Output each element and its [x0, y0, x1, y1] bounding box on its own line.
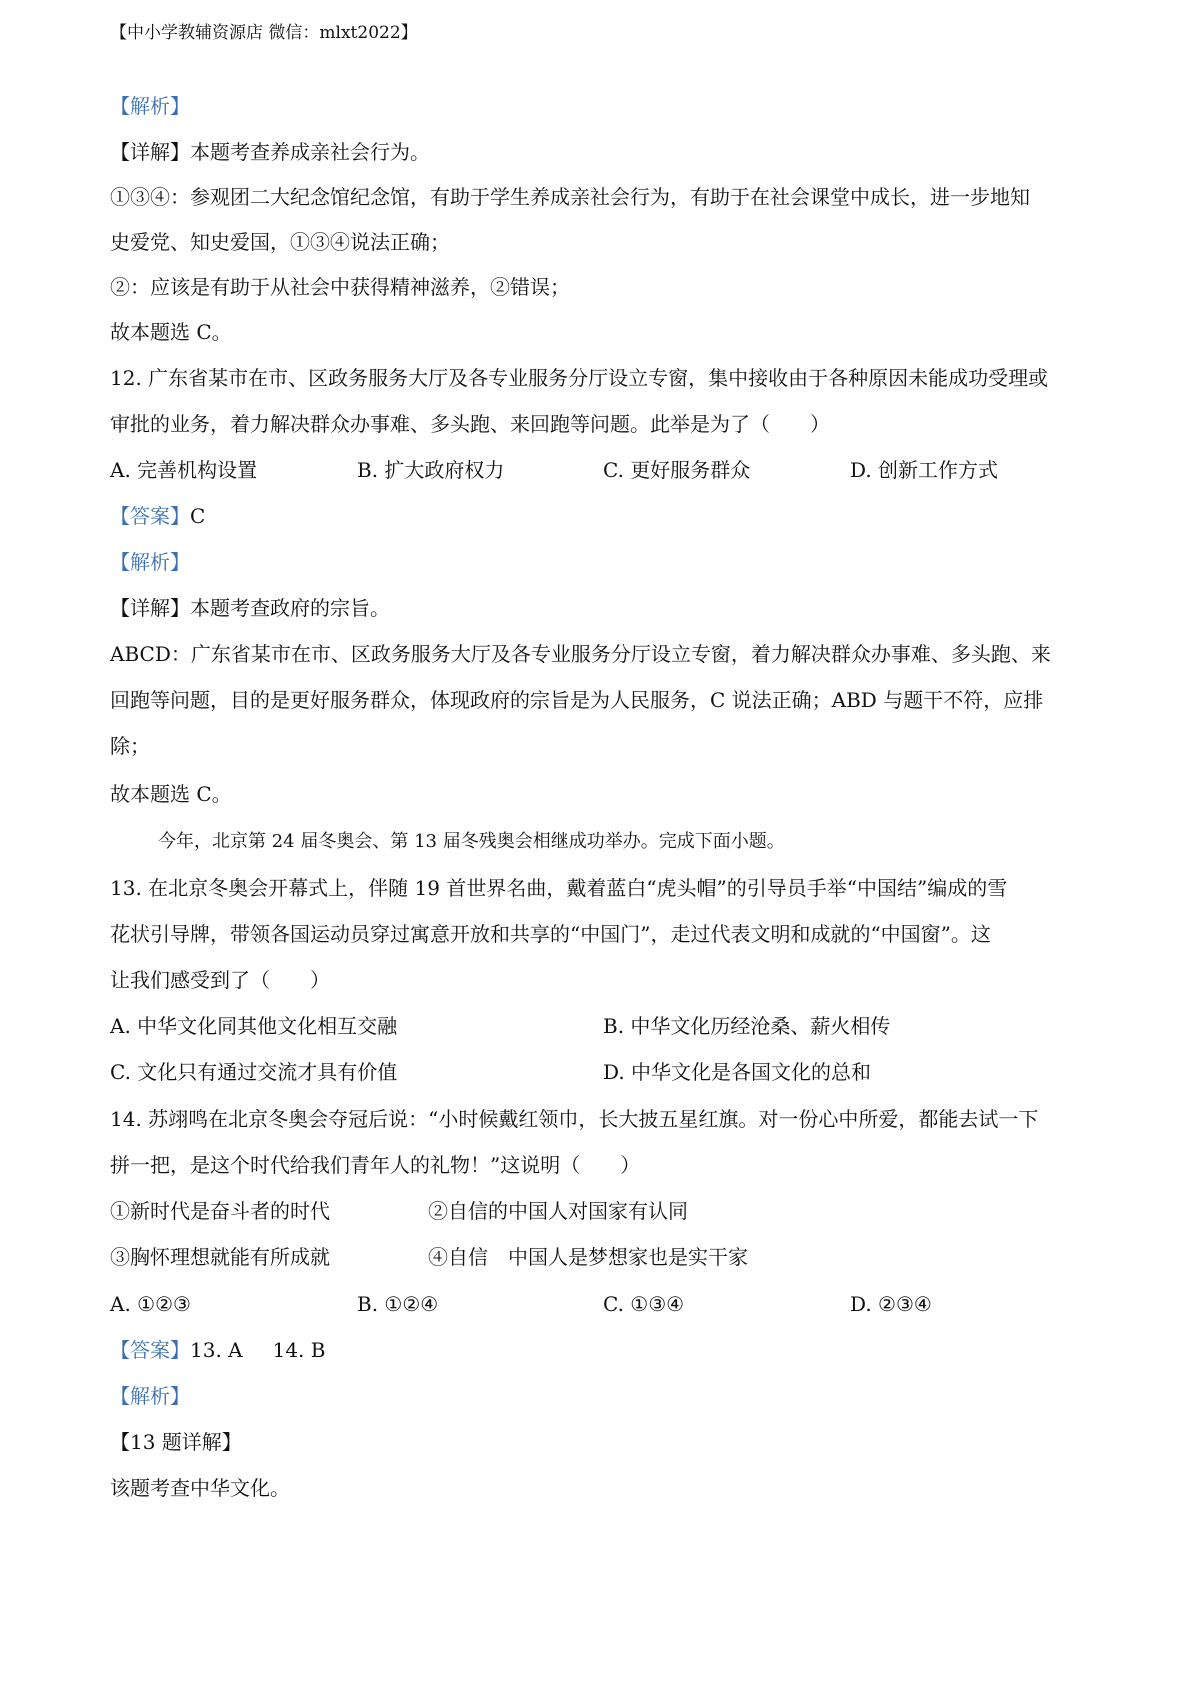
detail-text: 【详解】本题考查养成亲社会行为。 — [110, 140, 430, 164]
question-14-stem: 拼一把，是这个时代给我们青年人的礼物！”这说明（ ） — [110, 1153, 641, 1177]
detail-13-label: 【13 题详解】 — [110, 1430, 242, 1454]
answer-value: C — [190, 504, 206, 528]
question-13-stem: 让我们感受到了（ ） — [110, 968, 330, 992]
detail-13-text: 该题考查中华文化。 — [110, 1476, 290, 1500]
option-a: A. 中华文化同其他文化相互交融 — [110, 1014, 398, 1038]
page-header: 【中小学教辅资源店 微信：mlxt2022】 — [110, 23, 418, 43]
statement-2: ②自信的中国人对国家有认同 — [428, 1199, 688, 1223]
option-d: D. 中华文化是各国文化的总和 — [603, 1060, 872, 1084]
question-13-stem: 花状引导牌，带领各国运动员穿过寓意开放和共享的“中国门”，走过代表文明和成就的“中国窗”。这 — [110, 922, 991, 946]
paragraph: 史爱党、知史爱国，①③④说法正确； — [110, 230, 450, 254]
answer-line — [110, 1336, 325, 1364]
question-12-stem: 审批的业务，着力解决群众办事难、多头跑、来回跑等问题。此举是为了（ ） — [110, 412, 830, 436]
analysis-label: 【解析】 — [110, 94, 190, 118]
option-c: C. 更好服务群众 — [603, 458, 751, 482]
option-d: D. ②③④ — [850, 1292, 932, 1316]
option-d: D. 创新工作方式 — [850, 458, 999, 482]
statement-4: ④自信 中国人是梦想家也是实干家 — [428, 1245, 748, 1269]
detail-text: 【详解】本题考查政府的宗旨。 — [110, 596, 390, 620]
answer-label: 【答案】 — [110, 504, 190, 528]
statement-3: ③胸怀理想就能有所成就 — [110, 1245, 330, 1269]
group-intro: 今年，北京第 24 届冬奥会、第 13 届冬残奥会相继成功举办。完成下面小题。 — [158, 831, 785, 852]
analysis-label: 【解析】 — [110, 550, 190, 574]
question-14-stem: 14. 苏翊鸣在北京冬奥会夺冠后说：“小时候戴红领巾，长大披五星红旗。对一份心中所爱，都能去试一下 — [110, 1107, 1039, 1131]
question-13-stem: 13. 在北京冬奥会开幕式上，伴随 19 首世界名曲，戴着蓝白“虎头帽”的引导员手举“中国结”编成的雪 — [110, 876, 1008, 900]
option-c: C. ①③④ — [603, 1292, 685, 1316]
paragraph: 回跑等问题，目的是更好服务群众，体现政府的宗旨是为人民服务，C 说法正确；ABD 与题干不符，应排 — [110, 688, 1044, 712]
answer-label: 【答案】 — [110, 1338, 190, 1362]
answer-13: 13. A — [190, 1338, 243, 1362]
paragraph: ①③④：参观团二大纪念馆纪念馆，有助于学生养成亲社会行为，有助于在社会课堂中成长，进一步地知 — [110, 185, 1030, 209]
answer-14: 14. B — [272, 1338, 326, 1362]
option-b: B. 扩大政府权力 — [357, 458, 505, 482]
analysis-label: 【解析】 — [110, 1384, 190, 1408]
statement-1: ①新时代是奋斗者的时代 — [110, 1199, 330, 1223]
option-a: A. 完善机构设置 — [110, 458, 258, 482]
option-b: B. ①②④ — [357, 1292, 439, 1316]
option-a: A. ①②③ — [110, 1292, 191, 1316]
option-b: B. 中华文化历经沧桑、薪火相传 — [603, 1014, 891, 1038]
conclusion: 故本题选 C。 — [110, 782, 232, 806]
option-c: C. 文化只有通过交流才具有价值 — [110, 1060, 398, 1084]
paragraph: ②：应该是有助于从社会中获得精神滋养，②错误； — [110, 275, 570, 299]
question-12-stem: 12. 广东省某市在市、区政务服务大厅及各专业服务分厅设立专窗，集中接收由于各种原因未能成功受理或 — [110, 366, 1049, 390]
conclusion: 故本题选 C。 — [110, 320, 232, 344]
paragraph: ABCD：广东省某市在市、区政务服务大厅及各专业服务分厅设立专窗，着力解决群众办事难、多头跑、来 — [110, 642, 1051, 666]
paragraph: 除； — [110, 734, 150, 758]
answer-line — [110, 502, 205, 530]
